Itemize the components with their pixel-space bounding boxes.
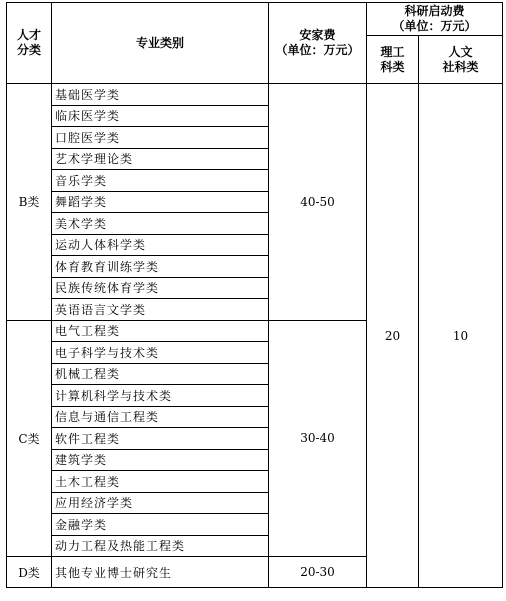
header-science-eng: 理工 科类 (367, 36, 419, 84)
major-cell: 信息与通信工程类 (52, 406, 269, 428)
header-humanities: 人文 社科类 (419, 36, 503, 84)
major-cell: 电气工程类 (52, 320, 269, 342)
header-settlement-fee: 安家费 （单位：万元） (269, 3, 367, 84)
talent-category-cell: C类 (7, 320, 52, 557)
major-cell: 体育教育训练学类 (52, 256, 269, 278)
major-cell: 口腔医学类 (52, 127, 269, 149)
funding-table (6, 2, 503, 588)
table-row (7, 84, 503, 106)
research-humanities-cell: 10 (419, 84, 503, 588)
header-research-fee: 科研启动费 （单位：万元） (367, 3, 503, 36)
major-cell: 民族传统体育学类 (52, 277, 269, 299)
research-science-eng-cell: 20 (367, 84, 419, 588)
settlement-fee-cell: 20-30 (269, 557, 367, 588)
talent-category-cell: D类 (7, 557, 52, 588)
major-cell: 建筑学类 (52, 449, 269, 471)
major-cell: 金融学类 (52, 514, 269, 536)
major-cell: 土木工程类 (52, 471, 269, 493)
major-cell: 美术学类 (52, 213, 269, 235)
major-cell: 其他专业博士研究生 (52, 557, 269, 588)
settlement-fee-cell: 40-50 (269, 84, 367, 321)
settlement-fee-cell: 30-40 (269, 320, 367, 557)
talent-category-cell: B类 (7, 84, 52, 321)
major-cell: 艺术学理论类 (52, 148, 269, 170)
major-cell: 应用经济学类 (52, 492, 269, 514)
major-cell: 基础医学类 (52, 84, 269, 106)
major-cell: 电子科学与技术类 (52, 342, 269, 364)
major-cell: 音乐学类 (52, 170, 269, 192)
major-cell: 舞蹈学类 (52, 191, 269, 213)
header-major-category: 专业类别 (52, 3, 269, 84)
major-cell: 软件工程类 (52, 428, 269, 450)
major-cell: 英语语言文学类 (52, 299, 269, 321)
major-cell: 临床医学类 (52, 105, 269, 127)
major-cell: 计算机科学与技术类 (52, 385, 269, 407)
header-talent-category: 人才 分类 (7, 3, 52, 84)
major-cell: 动力工程及热能工程类 (52, 535, 269, 557)
major-cell: 运动人体科学类 (52, 234, 269, 256)
major-cell: 机械工程类 (52, 363, 269, 385)
